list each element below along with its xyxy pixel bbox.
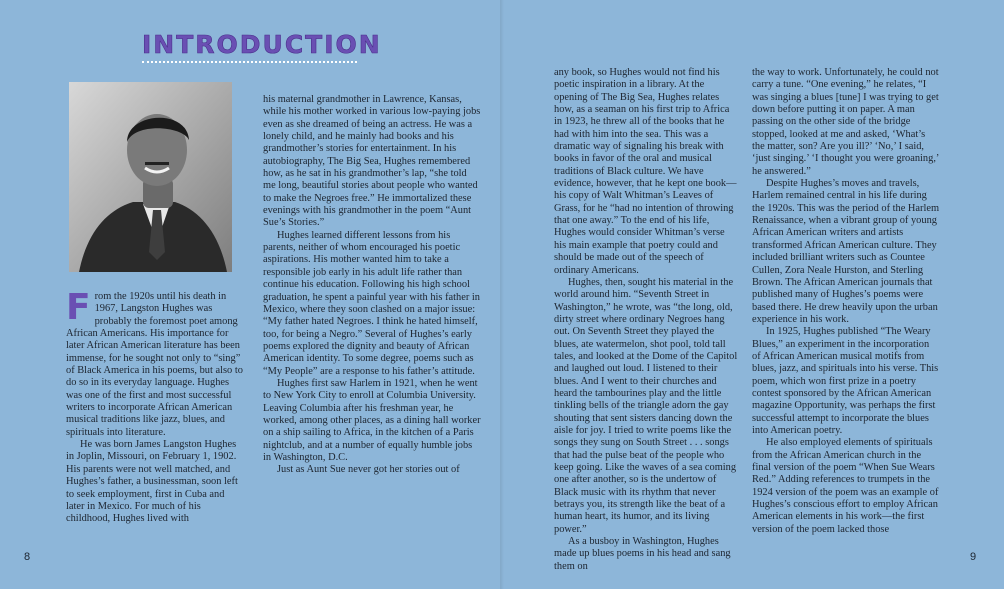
column-2 <box>263 94 482 477</box>
column-1 <box>66 287 244 526</box>
column-3 <box>554 67 738 573</box>
paragraph-4: He also employed elements of spirituals from the African American church in the final version of the poem “When Sue Wears Red.” Adding references to trumpets in the 1924 version of the poem was an example of Hughes’s conscious effort to employ African American elements in his work—the first version of the poem lacked those <box>752 437 939 535</box>
title-dotted-rule <box>142 61 357 63</box>
chapter-title: INTRODUCTION <box>142 30 382 59</box>
paragraph-1: the way to work. Unfortunately, he could not carry a tune. “One evening,” he relates, “I was singing a blues [tune] I was trying to get down before putting it on paper. A man passing on the other side of the bridge stopped, looked at me and asked, ‘What’s the matter, son? Are you ill?’ ‘No,’ I said, ‘just singing.’ ‘I thought you were groaning,’ he answered.” <box>752 67 939 177</box>
page-number-right: 9 <box>970 551 977 563</box>
paragraph-2: Hughes learned different lessons from his parents, neither of whom encouraged his poetic aspirations. His mother wanted him to take a responsible job early in his adult life rather than continue his education. Following his high school graduation, he spent a painful year with his father in Mexico, where they soon clashed on a major issue: “My father hated Negroes. I think he hated himself, too, for being a Negro.” Several of Hughes’s early poems explored the dignity and beauty of African American identity. To some degree, poems such as “My People” are a response to his father’s attitude. <box>263 229 480 377</box>
paragraph-3: Hughes first saw Harlem in 1921, when he went to New York City to enroll at Columbia University. Leaving Columbia after his freshman year, he worked, among other places, as a dining hall worker on a ship sailing to Africa, in the kitchen of a Paris nightclub, and at a number of equally humble jobs in Washington, D.C. <box>263 377 481 463</box>
paragraph-2: Despite Hughes’s moves and travels, Harlem remained central in his life during the 1920s. This was the period of the Harlem Renaissance, when a vibrant group of young African American writers and artists transformed African American culture. They included brilliant writers such as Countee Cullen, Zora Neale Hurston, and Sterling Brown. The African American journals that published many of Hughes’s poems were based there. He drew heavily upon the urban experience in his work. <box>752 178 940 325</box>
paragraph-4: Just as Aunt Sue never got her stories out of <box>277 464 460 476</box>
author-portrait-photo <box>69 82 232 272</box>
paragraph-1 <box>66 287 244 439</box>
paragraph-3: As a busboy in Washington, Hughes made up blues poems in his head and sang them on <box>554 536 731 572</box>
column-4 <box>752 67 940 536</box>
paragraph-1: any book, so Hughes would not find his poetic inspiration in a library. At the opening of The Big Sea, Hughes relates how, as a seaman on his first trip to Africa in 1923, he threw all of the books that he had with him into the sea. This was a dramatic way of signaling his break with books in favor of the oral and musical traditions of Black culture. We have evidence, however, that he kept one book—his copy of Walt Whitman’s Leaves of Grass, for he “had no intention of throwing that one away.” To the end of his life, Hughes would consider Whitman’s verse his main example that poetry could and should be made out of the speech of ordinary Americans. <box>554 67 737 276</box>
page-number-left: 8 <box>24 551 31 563</box>
paragraph-2: He was born James Langston Hughes in Joplin, Missouri, on February 1, 1902. His parents were not well matched, and Hughes’s father, a businessman, soon left to seek employment, first in Cuba and later in Mexico. For much of his childhood, Hughes lived with <box>66 439 238 525</box>
portrait-illustration <box>69 82 232 272</box>
paragraph-3: In 1925, Hughes published “The Weary Blues,” an experiment in the incorporation of African American musical motifs from blues, jazz, and spirituals into his verse. This poem, which won first prize in a poetry contest sponsored by the African American magazine Opportunity, was perhaps the first successful attempt to incorporate the blues into American poetry. <box>752 326 939 436</box>
paragraph-2: Hughes, then, sought his material in the world around him. “Seventh Street in Washington,” he wrote, was “the long, old, dirty street where ordinary Negroes hang out. On Seventh Street they played the blues, ate watermelon, shot pool, told tall tales, and looked at the Dome of the Capitol and laughed out loud. I listened to their blues. And I went to their churches and heard the tambourines play and the little tinkling bells of the triangle adorn the gay shouting that sent sisters dancing down the aisle for joy. I tried to write poems like the songs they sung on South Street . . . songs that had the pulse beat of the people who keep going. Like the waves of a sea coming one after another, so is the undertow of Black music with its rhythm that never betrays you, its strength like the beat of a human heart, its humor, and its living power.” <box>554 276 738 535</box>
paragraph-1: his maternal grandmother in Lawrence, Kansas, while his mother worked in various low-paying jobs even as she dreamed of being an actress. He was a lonely child, and he mainly had books and his grandmother’s stories for entertainment. In his autobiography, The Big Sea, Hughes remembered how, as he sat in his grandmother’s lap, “she told me long, beautiful stories about people who wanted to make the Negroes free.” He immortalized these evenings with his grandmother in the poem “Aunt Sue’s Stories.” <box>263 94 481 229</box>
paragraph-text: rom the 1920s until his death in 1967, Langston Hughes was probably the foremost poet among African Americans. His importance for later African American literature has been immense, for he sought not only to “sing” of Black America in his poems, but also to do so in its everyday language. Hughes was one of the first and most successful writers to incorporate African American musical traditions like jazz, blues, and spirituals into literature. <box>66 291 243 438</box>
drop-cap: F <box>66 287 91 328</box>
book-gutter <box>500 0 504 589</box>
